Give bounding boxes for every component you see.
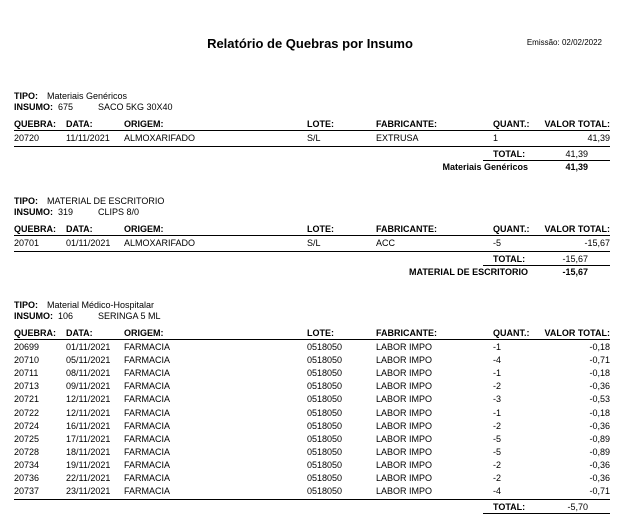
- insumo-label: INSUMO:: [14, 102, 53, 112]
- row-valor: -0,71: [589, 486, 610, 497]
- table-row: [14, 421, 610, 434]
- header-quant: QUANT.:: [493, 119, 530, 129]
- row-quant: -2: [493, 473, 502, 483]
- header-fabricante: FABRICANTE:: [376, 119, 437, 129]
- row-fabricante: LABOR IMPO: [376, 407, 433, 418]
- row-lote: S/L: [307, 133, 321, 143]
- row-lote: 0518050: [307, 342, 343, 352]
- row-quebra: 20734: [14, 459, 40, 470]
- row-data: 08/11/2021: [66, 368, 111, 379]
- insumo-name: SACO 5KG 30X40: [98, 102, 173, 112]
- header-data: DATA:: [66, 328, 93, 338]
- total-value: 41,39: [565, 149, 588, 160]
- insumo-name: SERINGA 5 ML: [98, 311, 161, 321]
- row-data: 01/11/2021: [66, 238, 111, 248]
- row-quant: -5: [493, 433, 502, 444]
- table-row: [14, 408, 610, 421]
- row-origem: ALMOXARIFADO: [124, 133, 196, 143]
- row-quebra: 20722: [14, 407, 40, 418]
- insumo-code: 106: [58, 311, 74, 321]
- rows-bottom-rule: [14, 251, 610, 252]
- row-lote: 0518050: [307, 486, 343, 497]
- header-quant: QUANT.:: [493, 224, 530, 234]
- row-valor: -0,36: [589, 473, 610, 483]
- row-lote: S/L: [307, 238, 321, 248]
- row-data: 11/11/2021: [66, 133, 110, 143]
- table-row: [14, 447, 610, 460]
- row-data: 01/11/2021: [66, 342, 111, 352]
- row-fabricante: LABOR IMPO: [376, 368, 433, 379]
- row-quant: -5: [493, 446, 502, 457]
- row-fabricante: LABOR IMPO: [376, 381, 433, 392]
- row-valor: -0,89: [589, 433, 610, 444]
- row-data: 09/11/2021: [66, 381, 111, 392]
- table-row: [14, 368, 610, 381]
- total-rule: [483, 265, 610, 266]
- row-fabricante: LABOR IMPO: [376, 446, 433, 457]
- row-data: 16/11/2021: [66, 420, 111, 431]
- header-rule: [14, 130, 610, 131]
- row-quant: -2: [493, 381, 502, 392]
- total-rule: [483, 160, 610, 161]
- header-rule: [14, 339, 610, 340]
- row-quebra: 20699: [14, 342, 40, 352]
- row-quebra: 20720: [14, 133, 40, 143]
- total-label: TOTAL:: [493, 502, 526, 513]
- insumo-label: INSUMO:: [14, 311, 53, 321]
- report-title: Relatório de Quebras por Insumo: [207, 36, 413, 51]
- row-origem: FARMACIA: [124, 473, 171, 483]
- row-quebra: 20737: [14, 486, 40, 497]
- table-row: [14, 238, 610, 251]
- row-lote: 0518050: [307, 420, 343, 431]
- total-label: TOTAL:: [493, 254, 526, 265]
- table-header: [14, 224, 610, 235]
- row-lote: 0518050: [307, 368, 343, 379]
- table-row: [14, 434, 610, 447]
- row-valor: -0,18: [589, 342, 610, 352]
- row-quebra: 20713: [14, 381, 40, 392]
- row-quant: 1: [493, 133, 499, 143]
- row-valor: -0,36: [589, 381, 610, 392]
- row-data: 12/11/2021: [66, 394, 111, 405]
- insumo-code: 675: [58, 102, 74, 112]
- row-origem: ALMOXARIFADO: [124, 238, 196, 248]
- row-valor: -0,89: [589, 446, 610, 457]
- row-fabricante: LABOR IMPO: [376, 355, 433, 366]
- row-quant: -1: [493, 368, 502, 379]
- row-quebra: 20701: [14, 238, 40, 248]
- row-fabricante: LABOR IMPO: [376, 473, 433, 483]
- row-quebra: 20721: [14, 394, 40, 405]
- total-value: -5,70: [567, 502, 588, 513]
- row-quant: -4: [493, 486, 502, 497]
- rows-bottom-rule: [14, 499, 610, 500]
- row-data: 12/11/2021: [66, 407, 111, 418]
- row-valor: -0,18: [589, 407, 610, 418]
- table-row: [14, 486, 610, 499]
- row-lote: 0518050: [307, 381, 343, 392]
- header-lote: LOTE:: [307, 328, 334, 338]
- table-row: [14, 381, 610, 394]
- type-total-label: MATERIAL DE ESCRITORIO: [408, 267, 528, 278]
- header-origem: ORIGEM:: [124, 119, 164, 129]
- row-lote: 0518050: [307, 473, 343, 483]
- type-total-label: Materiais Genéricos: [442, 162, 528, 173]
- row-origem: FARMACIA: [124, 407, 171, 418]
- row-lote: 0518050: [307, 355, 343, 366]
- header-data: DATA:: [66, 119, 93, 129]
- table-header: [14, 328, 610, 339]
- header-valor: VALOR TOTAL:: [544, 119, 610, 129]
- row-quebra: 20710: [14, 355, 40, 366]
- tipo-label: TIPO:: [14, 300, 38, 310]
- row-lote: 0518050: [307, 407, 343, 418]
- row-quebra: 20711: [14, 368, 39, 379]
- row-lote: 0518050: [307, 394, 343, 405]
- rows-bottom-rule: [14, 146, 610, 147]
- type-total-value: -15,67: [562, 267, 588, 278]
- insumo-label: INSUMO:: [14, 207, 53, 217]
- header-quant: QUANT.:: [493, 328, 530, 338]
- header-rule: [14, 235, 610, 236]
- row-fabricante: LABOR IMPO: [376, 459, 433, 470]
- row-origem: FARMACIA: [124, 446, 171, 457]
- row-origem: FARMACIA: [124, 486, 171, 497]
- row-valor: 41,39: [587, 133, 610, 143]
- row-fabricante: LABOR IMPO: [376, 342, 433, 352]
- row-origem: FARMACIA: [124, 381, 171, 392]
- total-rule: [483, 513, 610, 514]
- table-header: [14, 119, 610, 130]
- row-data: 22/11/2021: [66, 473, 111, 483]
- table-row: [14, 460, 610, 473]
- row-quant: -2: [493, 459, 502, 470]
- header-quebra: QUEBRA:: [14, 119, 56, 129]
- header-lote: LOTE:: [307, 224, 334, 234]
- table-row: [14, 342, 610, 355]
- row-fabricante: EXTRUSA: [376, 133, 419, 143]
- type-total-value: 41,39: [565, 162, 588, 173]
- row-data: 05/11/2021: [66, 355, 111, 366]
- header-valor: VALOR TOTAL:: [544, 328, 610, 338]
- emission-date: Emissão: 02/02/2022: [526, 38, 602, 47]
- insumo-code: 319: [58, 207, 74, 217]
- header-valor: VALOR TOTAL:: [544, 224, 610, 234]
- tipo-value: Materiais Genéricos: [47, 91, 128, 101]
- row-quebra: 20724: [14, 420, 40, 431]
- row-origem: FARMACIA: [124, 342, 171, 352]
- header-data: DATA:: [66, 224, 93, 234]
- table-row: [14, 355, 610, 368]
- row-data: 17/11/2021: [66, 433, 111, 444]
- table-row: [14, 133, 610, 146]
- row-quebra: 20736: [14, 473, 40, 483]
- row-valor: -15,67: [584, 238, 610, 248]
- header-origem: ORIGEM:: [124, 224, 164, 234]
- row-valor: -0,36: [589, 420, 610, 431]
- row-lote: 0518050: [307, 446, 343, 457]
- row-fabricante: LABOR IMPO: [376, 420, 433, 431]
- row-quant: -4: [493, 355, 502, 366]
- row-origem: FARMACIA: [124, 368, 171, 379]
- header-quebra: QUEBRA:: [14, 328, 56, 338]
- row-lote: 0518050: [307, 459, 343, 470]
- header-lote: LOTE:: [307, 119, 334, 129]
- row-fabricante: ACC: [376, 238, 396, 248]
- tipo-label: TIPO:: [14, 196, 38, 206]
- row-origem: FARMACIA: [124, 394, 171, 405]
- row-origem: FARMACIA: [124, 355, 171, 366]
- row-data: 23/11/2021: [66, 486, 111, 497]
- row-quant: -1: [493, 407, 502, 418]
- row-valor: -0,71: [589, 355, 610, 366]
- row-data: 18/11/2021: [66, 446, 111, 457]
- header-quebra: QUEBRA:: [14, 224, 56, 234]
- row-valor: -0,18: [589, 368, 610, 379]
- header-origem: ORIGEM:: [124, 328, 164, 338]
- tipo-value: Material Médico-Hospitalar: [47, 300, 155, 310]
- table-row: [14, 473, 610, 486]
- row-fabricante: LABOR IMPO: [376, 394, 433, 405]
- row-valor: -0,36: [589, 459, 610, 470]
- total-label: TOTAL:: [493, 149, 526, 160]
- row-quant: -2: [493, 420, 502, 431]
- header-fabricante: FABRICANTE:: [376, 224, 437, 234]
- tipo-value: MATERIAL DE ESCRITORIO: [47, 196, 165, 206]
- row-lote: 0518050: [307, 433, 343, 444]
- total-value: -15,67: [562, 254, 588, 265]
- row-origem: FARMACIA: [124, 433, 171, 444]
- row-origem: FARMACIA: [124, 420, 171, 431]
- insumo-name: CLIPS 8/0: [98, 207, 140, 217]
- tipo-label: TIPO:: [14, 91, 38, 101]
- header-fabricante: FABRICANTE:: [376, 328, 437, 338]
- row-fabricante: LABOR IMPO: [376, 433, 433, 444]
- row-origem: FARMACIA: [124, 459, 171, 470]
- row-quebra: 20725: [14, 433, 40, 444]
- row-quant: -1: [493, 342, 502, 352]
- row-quant: -5: [493, 238, 502, 248]
- row-fabricante: LABOR IMPO: [376, 486, 433, 497]
- row-quebra: 20728: [14, 446, 40, 457]
- row-data: 19/11/2021: [66, 459, 111, 470]
- row-quant: -3: [493, 394, 502, 405]
- row-valor: -0,53: [589, 394, 610, 405]
- table-row: [14, 394, 610, 407]
